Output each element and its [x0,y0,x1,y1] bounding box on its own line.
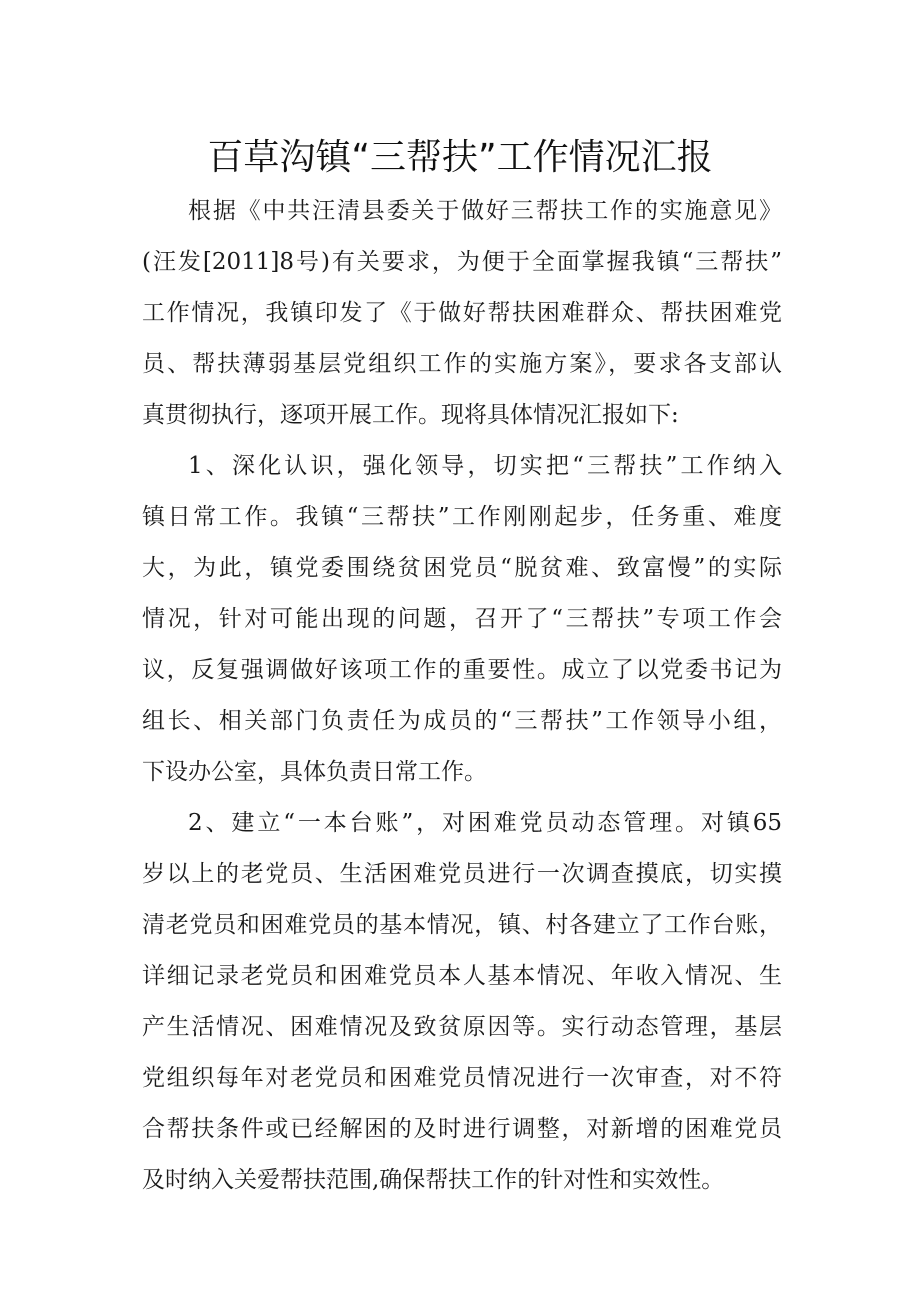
document-title: 百草沟镇“三帮扶”工作情况汇报 [207,137,713,178]
text-line: 产生活情况、困难情况及致贫原因等。实行动态管理，基层 [142,1014,782,1040]
text-line: 工作情况，我镇印发了《于做好帮扶困难群众、帮扶困难党 [142,300,782,326]
text-line: 组长、相关部门负责任为成员的“三帮扶”工作领导小组， [142,708,782,734]
text-line: 1、深化认识，强化领导，切实把“三帮扶”工作纳入 [188,453,782,479]
text-line: 根据《中共汪清县委关于做好三帮扶工作的实施意见》 [188,198,782,224]
text-line: 岁以上的老党员、生活困难党员进行一次调查摸底，切实摸 [142,861,782,887]
text-line: 党组织每年对老党员和困难党员情况进行一次审查，对不符 [142,1065,782,1091]
text-line: 真贯彻执行，逐项开展工作。现将具体情况汇报如下: [142,402,679,428]
text-line: 详细记录老党员和困难党员本人基本情况、年收入情况、生 [142,963,782,989]
text-line: 合帮扶条件或已经解困的及时进行调整，对新增的困难党员 [142,1116,782,1142]
text-line: 情况，针对可能出现的问题，召开了“三帮扶”专项工作会 [142,606,782,632]
text-line: (汪发[2011]8号)有关要求，为便于全面掌握我镇“三帮扶” [142,249,782,275]
text-line: 员、帮扶薄弱基层党组织工作的实施方案》，要求各支部认 [142,351,782,377]
paragraph-section-2 [142,798,782,1206]
text-line: 下设办公室，具体负责日常工作。 [142,759,487,785]
text-line: 镇日常工作。我镇“三帮扶”工作刚刚起步，任务重、难度 [142,504,782,530]
paragraph-section-1 [142,441,782,798]
paragraph-intro [142,186,782,441]
text-line: 2、建立“一本台账”，对困难党员动态管理。对镇65 [188,810,782,836]
text-line: 及时纳入关爱帮扶范围,确保帮扶工作的针对性和实效性。 [142,1167,725,1193]
text-line: 清老党员和困难党员的基本情况，镇、村各建立了工作台账， [142,912,782,938]
text-line: 议，反复强调做好该项工作的重要性。成立了以党委书记为 [142,657,782,683]
document-body [142,186,782,1206]
text-line: 大，为此，镇党委围绕贫困党员“脱贫难、致富慢”的实际 [142,555,782,581]
